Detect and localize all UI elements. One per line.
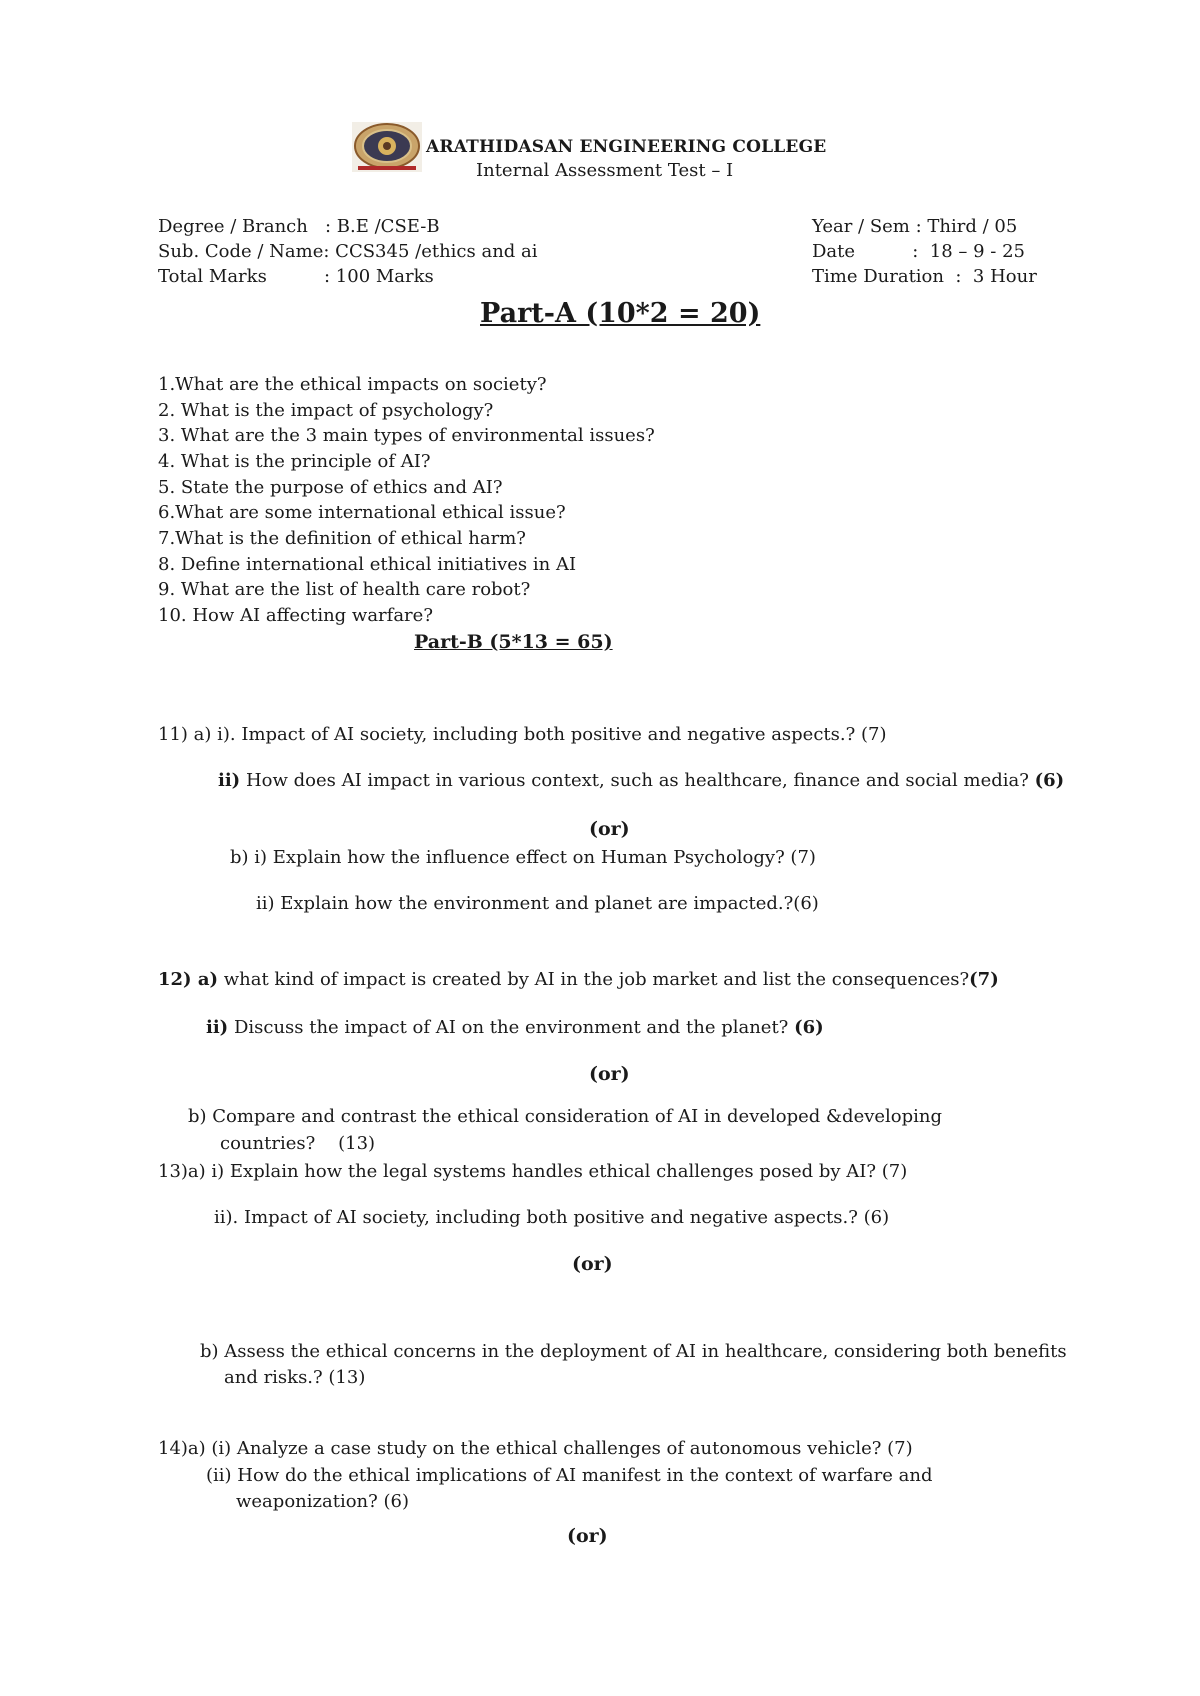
part-a-title: Part-A (10*2 = 20) [480, 298, 761, 329]
total-marks: Total Marks : 100 Marks [158, 266, 434, 287]
q13-b: b) Assess the ethical concerns in the deployment of AI in healthcare, considering both benefits [200, 1341, 1067, 1362]
q12-a-i [158, 969, 999, 991]
or-label-11: (or) [589, 818, 630, 840]
q11-a-i-text: Impact of AI society, including both positive and negative aspects.? (7) [241, 724, 887, 745]
question-3: 3. What are the 3 main types of environmental issues? [158, 425, 655, 446]
question-9: 9. What are the list of health care robot? [158, 579, 531, 600]
question-7: 7.What is the definition of ethical harm? [158, 528, 526, 549]
question-8: 8. Define international ethical initiatives in AI [158, 554, 577, 575]
q14-a-ii-cont: weaponization? (6) [236, 1491, 410, 1512]
or-label-12: (or) [589, 1063, 630, 1085]
q11-a-ii-marks: (6) [1034, 770, 1065, 791]
degree-branch: Degree / Branch : B.E /CSE-B [158, 216, 440, 237]
q12-a-ii-text: Discuss the impact of AI on the environment and the planet? [233, 1017, 789, 1038]
exam-date: Date : 18 – 9 - 25 [812, 241, 1026, 262]
time-duration: Time Duration : 3 Hour [812, 266, 1037, 287]
q11-a-i [158, 724, 886, 746]
q12-a-ii-num: ii) [206, 1017, 229, 1038]
part-b-title: Part-B (5*13 = 65) [414, 631, 613, 653]
q14-a-i: 14)a) (i) Analyze a case study on the ethical challenges of autonomous vehicle? (7) [158, 1438, 913, 1459]
year-sem: Year / Sem : Third / 05 [812, 216, 1018, 237]
or-label-13: (or) [572, 1253, 613, 1275]
q12-number: 12) a) [158, 969, 219, 990]
q12-a-i-marks: (7) [969, 969, 999, 990]
q13-b-cont: and risks.? (13) [224, 1367, 366, 1388]
q12-a-ii-marks: (6) [794, 1017, 824, 1038]
college-logo-icon [352, 122, 422, 172]
or-label-14: (or) [567, 1525, 608, 1547]
q11-b-ii: ii) Explain how the environment and planet are impacted.?(6) [256, 893, 819, 914]
q11-a-ii-text: How does AI impact in various context, such as healthcare, finance and social media? [245, 770, 1029, 791]
question-2: 2. What is the impact of psychology? [158, 400, 494, 421]
q12-b: b) Compare and contrast the ethical consideration of AI in developed &developing [188, 1106, 943, 1127]
q11-a-ii-num: ii) [218, 770, 241, 791]
question-10: 10. How AI affecting warfare? [158, 605, 433, 626]
question-4: 4. What is the principle of AI? [158, 451, 431, 472]
q11-b-i: b) i) Explain how the influence effect on Human Psychology? (7) [230, 847, 816, 868]
q11-number: 11) a) i). [158, 724, 236, 745]
question-1: 1.What are the ethical impacts on society? [158, 374, 547, 395]
subject-code-name: Sub. Code / Name: CCS345 /ethics and ai [158, 241, 538, 262]
q11-a-ii [218, 770, 1064, 792]
q12-b-cont: countries? (13) [220, 1133, 376, 1154]
q13-a-ii: ii). Impact of AI society, including both positive and negative aspects.? (6) [214, 1207, 890, 1228]
q13-a-i: 13)a) i) Explain how the legal systems handles ethical challenges posed by AI? (7) [158, 1161, 908, 1182]
q14-a-ii: (ii) How do the ethical implications of AI manifest in the context of warfare and [206, 1465, 933, 1486]
test-title: Internal Assessment Test – I [476, 160, 734, 181]
question-5: 5. State the purpose of ethics and AI? [158, 477, 503, 498]
q12-a-i-text: what kind of impact is created by AI in the job market and list the consequences? [223, 969, 970, 990]
college-name: ARATHIDASAN ENGINEERING COLLEGE [426, 137, 827, 157]
q12-a-ii [206, 1017, 824, 1039]
question-6: 6.What are some international ethical issue? [158, 502, 566, 523]
